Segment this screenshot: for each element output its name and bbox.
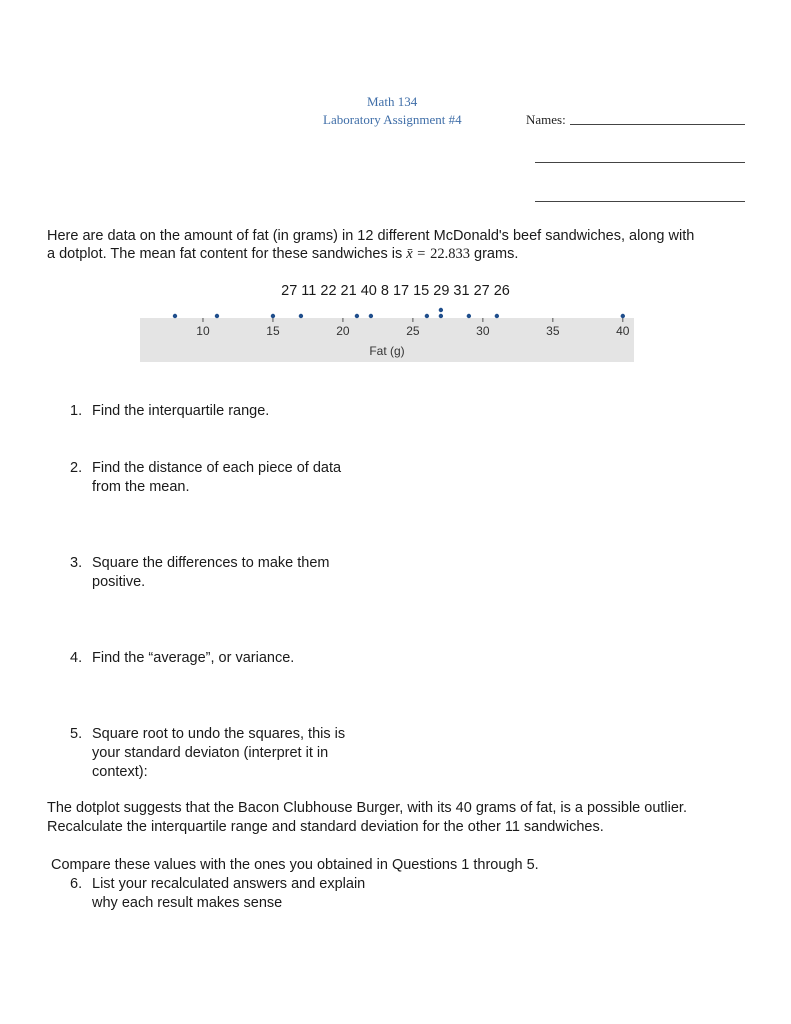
- question-4: [70, 649, 470, 668]
- data-dot: [173, 314, 177, 318]
- data-dot: [369, 314, 373, 318]
- data-dot: [439, 314, 443, 318]
- question-4-number: 4.: [70, 650, 83, 666]
- intro-line-2-text: a dotplot. The mean fat content for these sandwiches is: [47, 246, 403, 262]
- intro-line-1: Here are data on the amount of fat (in grams) in 12 different McDonald's beef sandwiches, along with: [47, 228, 695, 244]
- x-axis-title: Fat (g): [369, 344, 405, 358]
- data-dot: [355, 314, 359, 318]
- outlier-line-1: The dotplot suggests that the Bacon Clubhouse Burger, with its 40 grams of fat, is a possible outlier.: [47, 800, 687, 816]
- question-2: [70, 459, 470, 497]
- x-tick-label: 35: [546, 324, 560, 338]
- question-1-text: [92, 402, 269, 421]
- outlier-line-2: Recalculate the interquartile range and standard deviation for the other 11 sandwiches.: [47, 819, 604, 835]
- data-dot: [299, 314, 303, 318]
- course-title: Math 134: [367, 94, 418, 109]
- question-2-number: 2.: [70, 460, 83, 476]
- question-6-line-2: why each result makes sense: [92, 895, 283, 911]
- names-line-3[interactable]: [535, 201, 745, 202]
- question-3-line-2: positive.: [92, 574, 146, 590]
- question-2-text: [92, 459, 341, 497]
- question-3: [70, 554, 470, 592]
- names-label: Names:: [526, 112, 566, 127]
- data-dot: [467, 314, 471, 318]
- data-dots: [173, 308, 625, 318]
- question-5-text: [92, 725, 345, 782]
- question-4-text: [92, 649, 294, 668]
- question-3-line-1: Square the differences to make them: [92, 555, 330, 571]
- question-6: [70, 875, 470, 915]
- compare-text: Compare these values with the ones you obtained in Questions 1 through 5.: [51, 857, 539, 873]
- mean-value: 22.833: [430, 246, 470, 262]
- dotplot-chart: [140, 304, 634, 362]
- x-tick-label: 30: [476, 324, 490, 338]
- question-2-line-1: Find the distance of each piece of data: [92, 460, 342, 476]
- question-5-line-1: Square root to undo the squares, this is: [92, 726, 346, 742]
- assignment-title: Laboratory Assignment #4: [323, 112, 462, 127]
- question-6-line-1: List your recalculated answers and explain: [92, 876, 366, 892]
- names-line-1[interactable]: [570, 124, 745, 125]
- x-tick-label: 25: [406, 324, 420, 338]
- question-6-text: [92, 875, 365, 913]
- x-tick-label: 10: [196, 324, 210, 338]
- question-6-number: 6.: [70, 876, 83, 892]
- data-values: 27 11 22 21 40 8 17 15 29 31 27 26: [281, 283, 510, 299]
- question-5-line-2: your standard deviaton (interpret it in: [92, 745, 329, 761]
- question-1: [70, 402, 470, 421]
- x-tick-label: 40: [616, 324, 630, 338]
- question-4-line-1: Find the “average”, or variance.: [92, 650, 295, 666]
- question-5-number: 5.: [70, 726, 83, 742]
- intro-line-2: [47, 245, 518, 264]
- data-dot: [271, 314, 275, 318]
- question-2-line-2: from the mean.: [92, 479, 190, 495]
- data-dot: [439, 308, 443, 312]
- question-1-number: 1.: [70, 403, 83, 419]
- data-dot: [621, 314, 625, 318]
- question-3-text: [92, 554, 330, 592]
- x-tick-label: 20: [336, 324, 350, 338]
- data-dot: [215, 314, 219, 318]
- question-3-number: 3.: [70, 555, 83, 571]
- question-1-line-1: Find the interquartile range.: [92, 403, 270, 419]
- question-5: [70, 725, 470, 782]
- mean-symbol: x̄ =: [406, 246, 427, 262]
- question-5-line-3: context):: [92, 764, 148, 780]
- x-tick-label: 15: [266, 324, 280, 338]
- names-line-2[interactable]: [535, 162, 745, 163]
- intro-grams: grams.: [474, 246, 519, 262]
- data-dot: [495, 314, 499, 318]
- data-dot: [425, 314, 429, 318]
